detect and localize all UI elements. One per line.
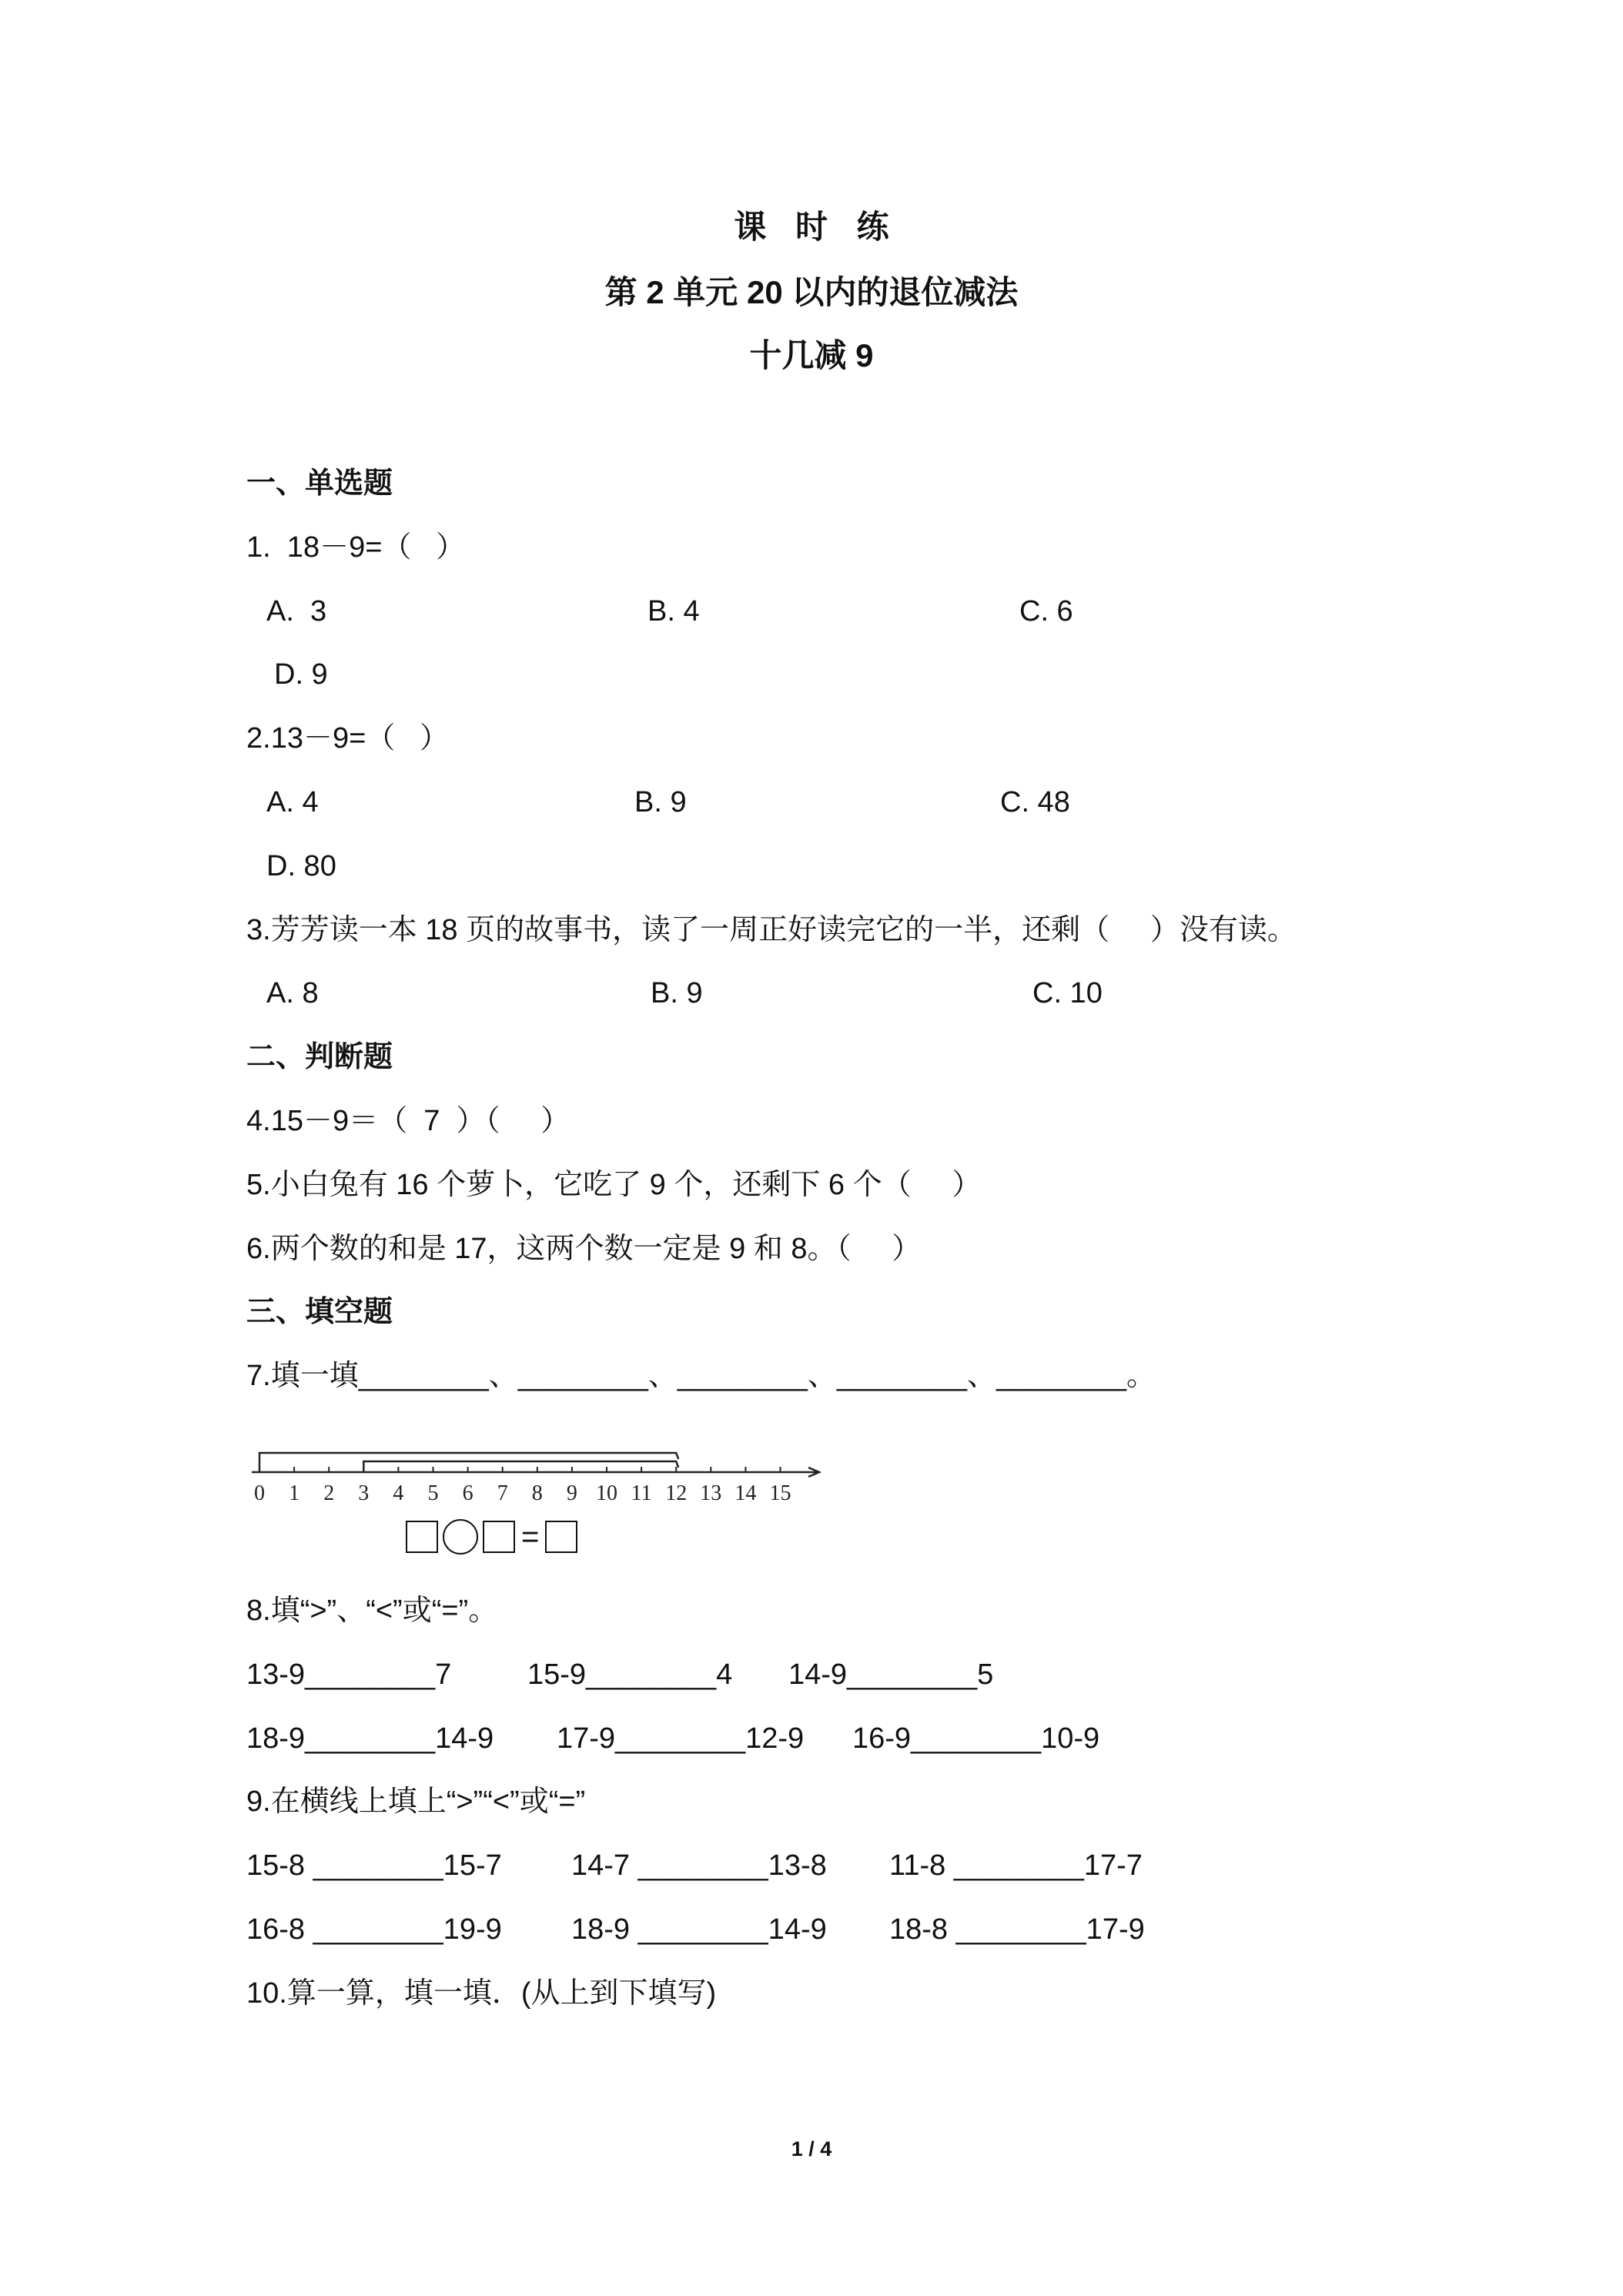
question-8-item: 18-9________14-9 [246, 1722, 494, 1755]
number-line-label-12: 12 [665, 1481, 688, 1505]
question-6: 6.两个数的和是 17，这两个数一定是 9 和 8。（ ） [246, 1232, 922, 1265]
number-line-label-4: 4 [393, 1481, 404, 1505]
question-9-item: 11-8 ________17-7 [889, 1849, 1143, 1883]
question-5: 5.小白兔有 16 个萝卜，它吃了 9 个，还剩下 6 个（ ） [246, 1168, 982, 1201]
question-2-option-c: C. 48 [1000, 785, 1070, 818]
question-1-options [246, 580, 1571, 644]
number-line-label-11: 11 [631, 1481, 652, 1505]
section-heading-single-choice: 一、单选题 [246, 467, 393, 500]
question-9-item: 14-7 ________13-8 [571, 1849, 827, 1883]
questions-part-1 [246, 452, 1571, 1408]
question-1-option-d: D. 9 [274, 658, 328, 691]
answer-box-1 [406, 1521, 438, 1553]
number-line-label-0: 0 [254, 1481, 265, 1505]
question-9-row-2 [246, 1898, 1571, 1962]
question-2-option-b: B. 9 [634, 785, 687, 818]
question-9-item: 18-8 ________17-9 [889, 1913, 1145, 1946]
number-line-label-1: 1 [289, 1481, 300, 1505]
number-line-label-9: 9 [566, 1481, 577, 1505]
question-9-item: 15-8 ________15-7 [246, 1849, 502, 1883]
number-line-label-3: 3 [358, 1481, 370, 1505]
number-line-jump-2 [363, 1461, 678, 1472]
question-1-option-b: B. 4 [648, 594, 700, 628]
number-line-label-13: 13 [700, 1481, 722, 1505]
answer-box-result [545, 1521, 577, 1553]
question-3-option-c: C. 10 [1032, 977, 1103, 1010]
worksheet-title: 课 时 练 [734, 209, 889, 245]
question-3-stem: 3.芳芳读一本 18 页的故事书，读了一周正好读完它的一半，还剩（ ）没有读。 [246, 913, 1297, 946]
number-line-label-10: 10 [596, 1481, 617, 1505]
question-7-stem: 7.填一填________、________、________、________、________。 [246, 1360, 1156, 1393]
question-1-option-c: C. 6 [1019, 594, 1073, 628]
question-2-stem: 2.13－9=（ ） [246, 722, 449, 755]
question-8-item: 17-9________12-9 [557, 1722, 805, 1755]
number-line-figure [246, 1440, 832, 1517]
question-2-options-row-2 [246, 835, 1571, 899]
number-line-label-5: 5 [427, 1481, 439, 1505]
unit-title: 第 2 单元 20 以内的退位减法 [604, 274, 1019, 310]
question-1-options-row-2 [246, 643, 1571, 707]
question-3-options [246, 962, 1571, 1026]
question-2-options [246, 771, 1571, 835]
number-line-label-14: 14 [735, 1481, 757, 1505]
operator-circle [443, 1519, 478, 1555]
question-2-option-a: A. 4 [266, 785, 319, 818]
number-line-label-7: 7 [497, 1481, 508, 1505]
question-1-option-a: A. 3 [266, 594, 327, 628]
lesson-title: 十几减 9 [749, 337, 874, 373]
question-8-item: 14-9________5 [788, 1658, 994, 1691]
number-line-label-2: 2 [323, 1481, 335, 1505]
question-8-item: 16-9________10-9 [852, 1722, 1100, 1755]
questions-part-2 [246, 1579, 1571, 2026]
question-8-item: 15-9________4 [527, 1658, 733, 1691]
number-line-jump-1 [259, 1453, 678, 1472]
question-3-option-b: B. 9 [651, 977, 703, 1010]
question-1-stem: 1. 18－9=（ ） [246, 530, 466, 564]
equation-boxes [406, 1519, 577, 1555]
section-heading-true-false: 二、判断题 [246, 1041, 393, 1074]
number-line-label-6: 6 [462, 1481, 474, 1505]
question-4: 4.15－9＝（ 7 ）（ ） [246, 1104, 571, 1137]
question-8-row-2 [246, 1707, 1571, 1771]
question-3-option-a: A. 8 [266, 977, 319, 1010]
equals-sign: = [521, 1520, 540, 1554]
question-8-stem: 8.填“>”、“<”或“=”。 [246, 1595, 498, 1627]
question-10-stem: 10.算一算，填一填．(从上到下填写) [246, 1976, 717, 2010]
answer-box-2 [483, 1521, 515, 1553]
number-line-label-8: 8 [531, 1481, 543, 1505]
number-line-label-15: 15 [769, 1481, 791, 1505]
question-9-item: 18-9 ________14-9 [571, 1913, 827, 1946]
question-9-item: 16-8 ________19-9 [246, 1913, 502, 1946]
question-2-option-d: D. 80 [266, 849, 336, 882]
question-9-stem: 9.在横线上填上“>”“<”或“=” [246, 1786, 586, 1819]
section-heading-fill-blank: 三、填空题 [246, 1296, 393, 1329]
question-9-row-1 [246, 1834, 1571, 1898]
question-8-item: 13-9________7 [246, 1658, 452, 1691]
question-8-row-1 [246, 1643, 1571, 1707]
page-number: 1 / 4 [791, 2137, 832, 2160]
